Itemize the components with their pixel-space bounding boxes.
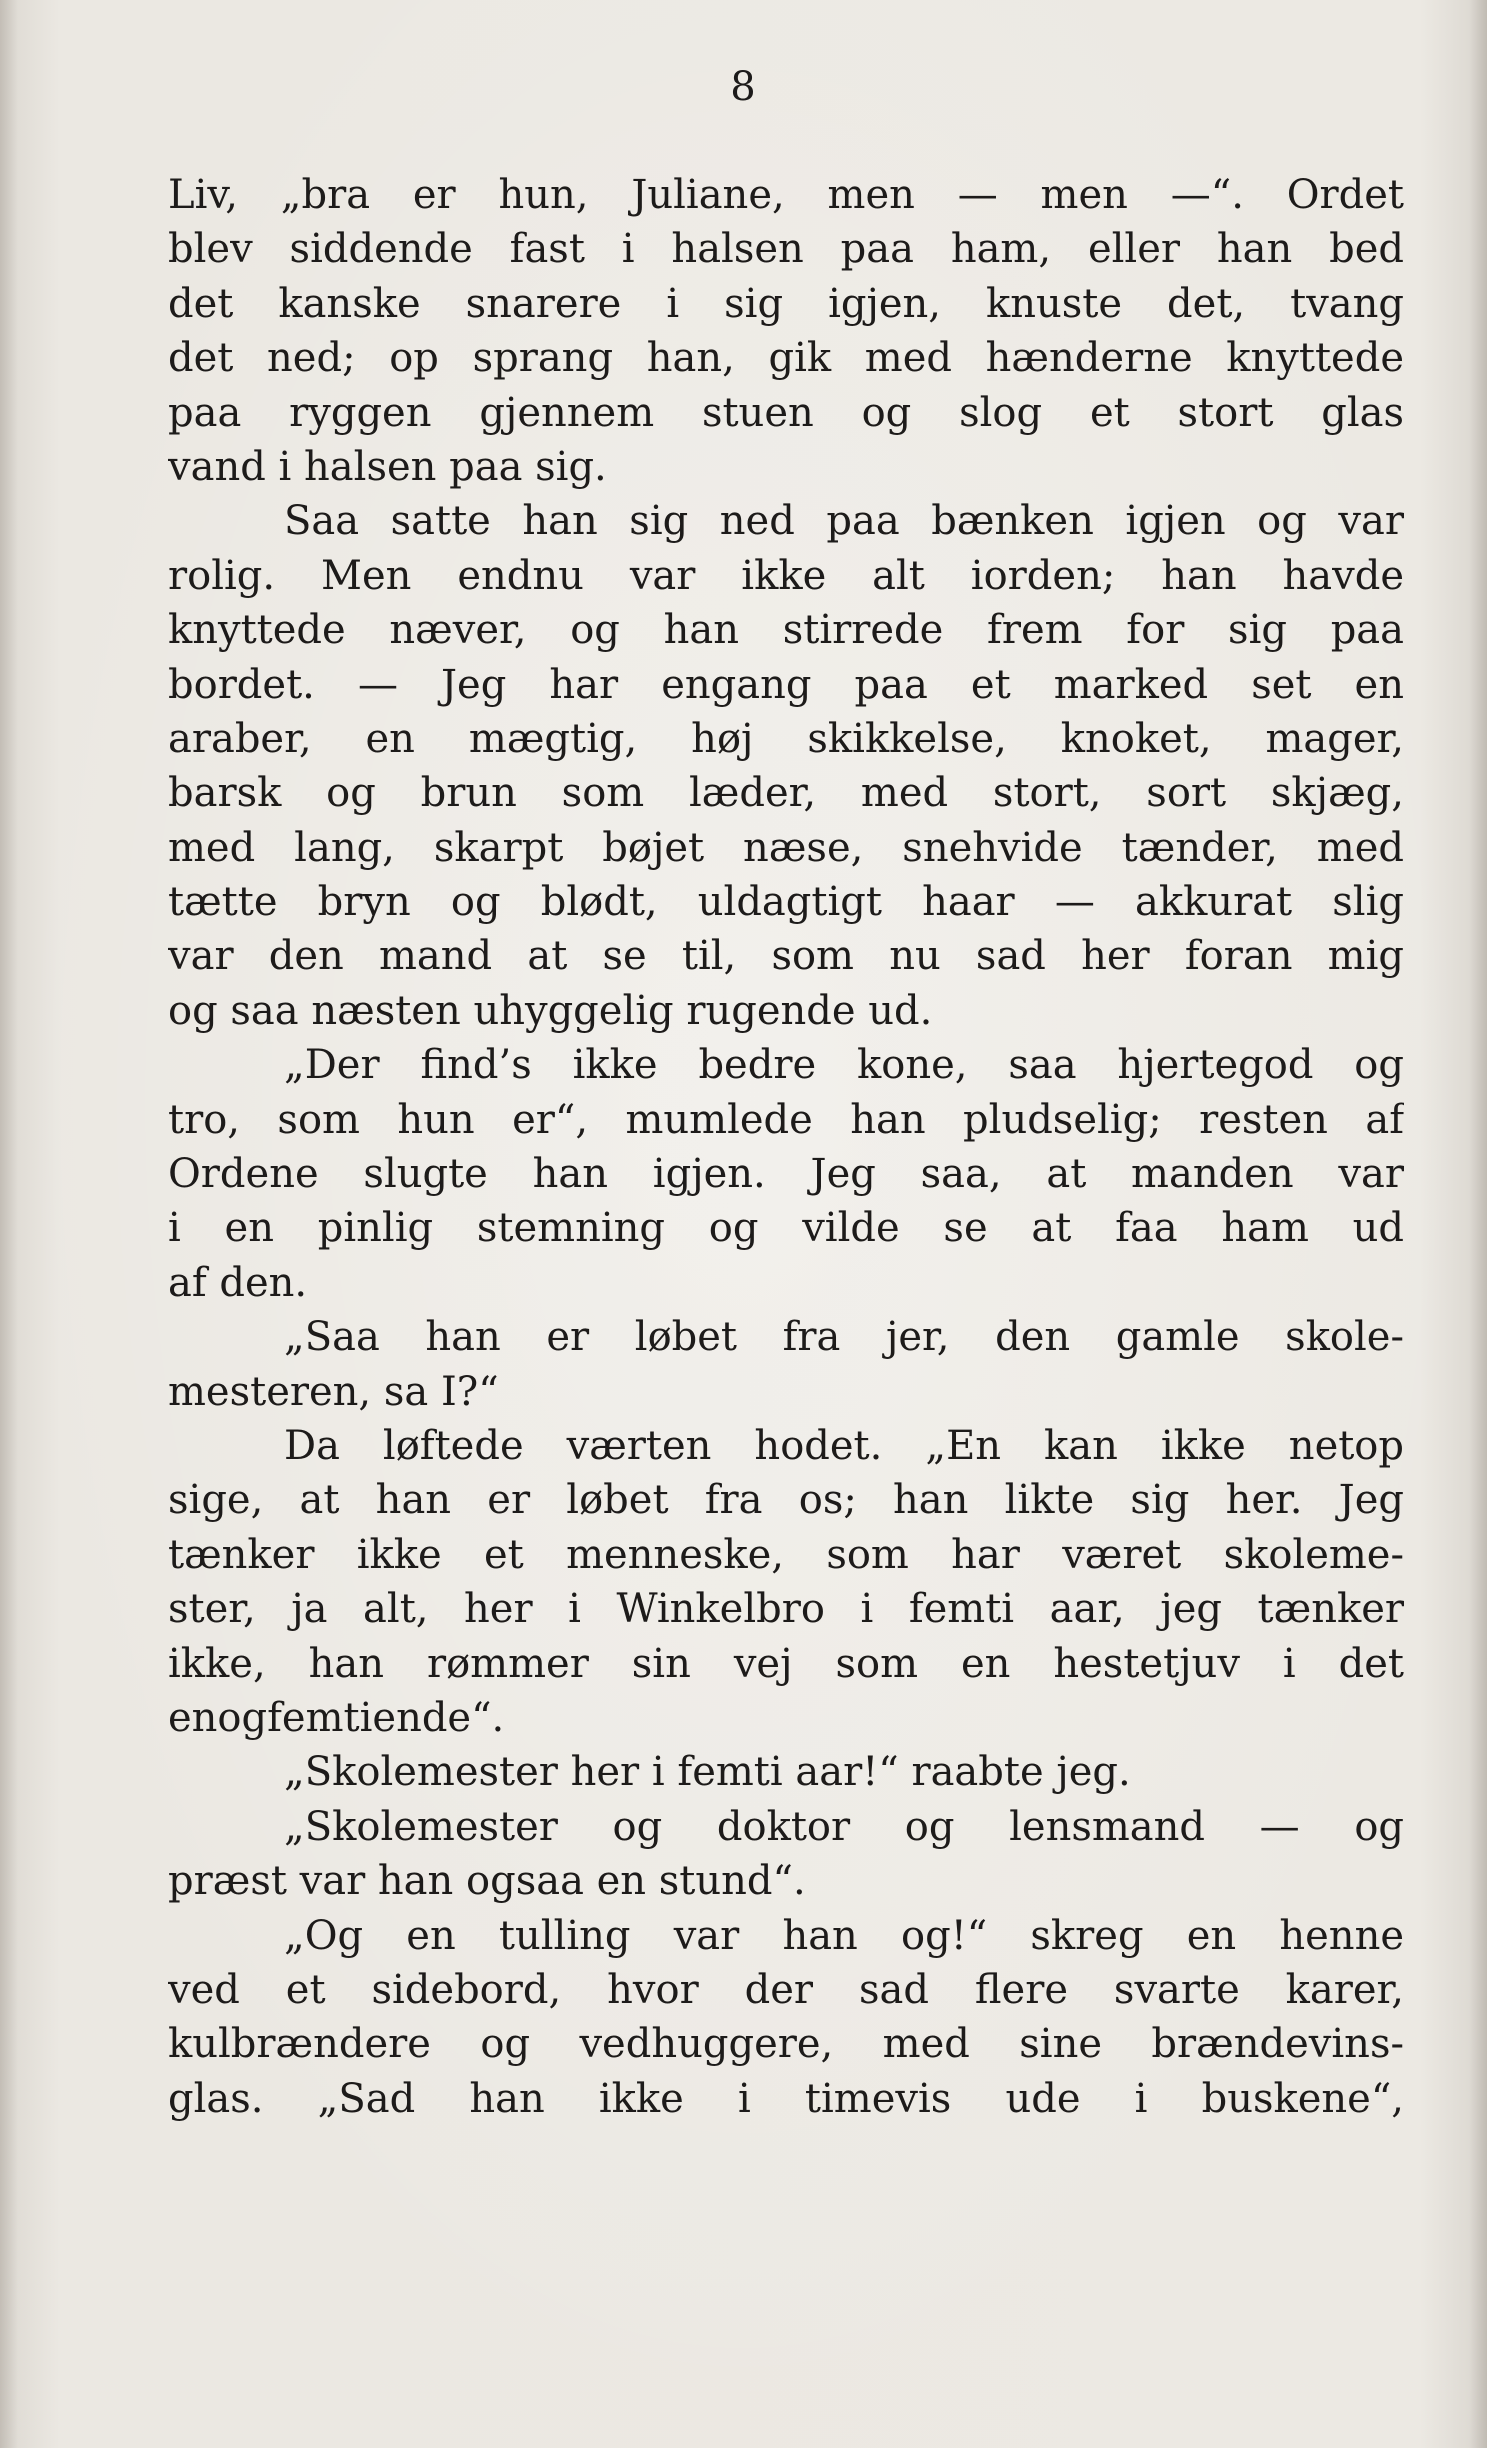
- text-line: blev siddende fast i halsen paa ham, eller han bed: [168, 226, 1404, 273]
- page-number: 8: [730, 64, 757, 110]
- text-line: ved et sidebord, hvor der sad flere svarte karer,: [168, 1966, 1404, 2013]
- text-line: knyttede næver, og han stirrede frem for sig paa: [168, 607, 1404, 654]
- text-line: var den mand at se til, som nu sad her foran mig: [168, 933, 1404, 980]
- text-line: Da løftede værten hodet. „En kan ikke netop: [284, 1422, 1404, 1469]
- text-line: ster, ja alt, her i Winkelbro i femti aar, jeg tænker: [168, 1586, 1404, 1633]
- text-line: bordet. — Jeg har engang paa et marked set en: [168, 661, 1404, 708]
- text-line: af den.: [168, 1259, 308, 1306]
- body-text: [168, 168, 1404, 2126]
- text-line: barsk og brun som læder, med stort, sort skjæg,: [168, 770, 1404, 817]
- text-line: paa ryggen gjennem stuen og slog et stort glas: [168, 389, 1404, 436]
- text-line: tro, som hun er“, mumlede han pludselig; resten af: [168, 1096, 1404, 1143]
- text-line: Ordene slugte han igjen. Jeg saa, at manden var: [168, 1151, 1404, 1198]
- text-line: i en pinlig stemning og vilde se at faa ham ud: [168, 1205, 1404, 1252]
- text-line: vand i halsen paa sig.: [168, 443, 607, 490]
- text-line: det ned; op sprang han, gik med hænderne knyttede: [168, 335, 1404, 382]
- text-line: med lang, skarpt bøjet næse, snehvide tænder, med: [168, 824, 1404, 871]
- text-line: „Saa han er løbet fra jer, den gamle skole-: [284, 1314, 1404, 1361]
- text-line: og saa næsten uhyggelig rugende ud.: [168, 987, 933, 1034]
- page-edge-left: [0, 0, 18, 2448]
- text-line: Saa satte han sig ned paa bænken igjen og var: [284, 498, 1404, 545]
- text-line: „Der find’s ikke bedre kone, saa hjertegod og: [284, 1042, 1404, 1089]
- text-line: tænker ikke et menneske, som har været skoleme-: [168, 1531, 1404, 1578]
- text-line: præst var han ogsaa en stund“.: [168, 1858, 806, 1905]
- text-line: det kanske snarere i sig igjen, knuste det, tvang: [168, 280, 1404, 327]
- text-line: mesteren, sa I?“: [168, 1368, 499, 1415]
- text-line: rolig. Men endnu var ikke alt iorden; han havde: [168, 552, 1404, 599]
- text-line: glas. „Sad han ikke i timevis ude i buskene“,: [168, 2075, 1404, 2122]
- text-line: „Skolemester og doktor og lensmand — og: [284, 1803, 1404, 1850]
- text-line: ikke, han rømmer sin vej som en hestetjuv i det: [168, 1640, 1404, 1687]
- text-line: enogfemtiende“.: [168, 1694, 505, 1741]
- page-edge-right: [1469, 0, 1487, 2448]
- text-line: Liv, „bra er hun, Juliane, men — men —“. Ordet: [168, 172, 1404, 218]
- text-line: araber, en mægtig, høj skikkelse, knoket, mager,: [168, 715, 1404, 762]
- text-line: „Og en tulling var han og!“ skreg en henne: [284, 1912, 1404, 1959]
- text-line: „Skolemester her i femti aar!“ raabte jeg.: [284, 1749, 1131, 1796]
- text-line: tætte bryn og blødt, uldagtigt haar — akkurat slig: [168, 879, 1404, 926]
- text-line: sige, at han er løbet fra os; han likte sig her. Jeg: [168, 1477, 1404, 1524]
- text-line: kulbrændere og vedhuggere, med sine brændevins-: [168, 2021, 1404, 2068]
